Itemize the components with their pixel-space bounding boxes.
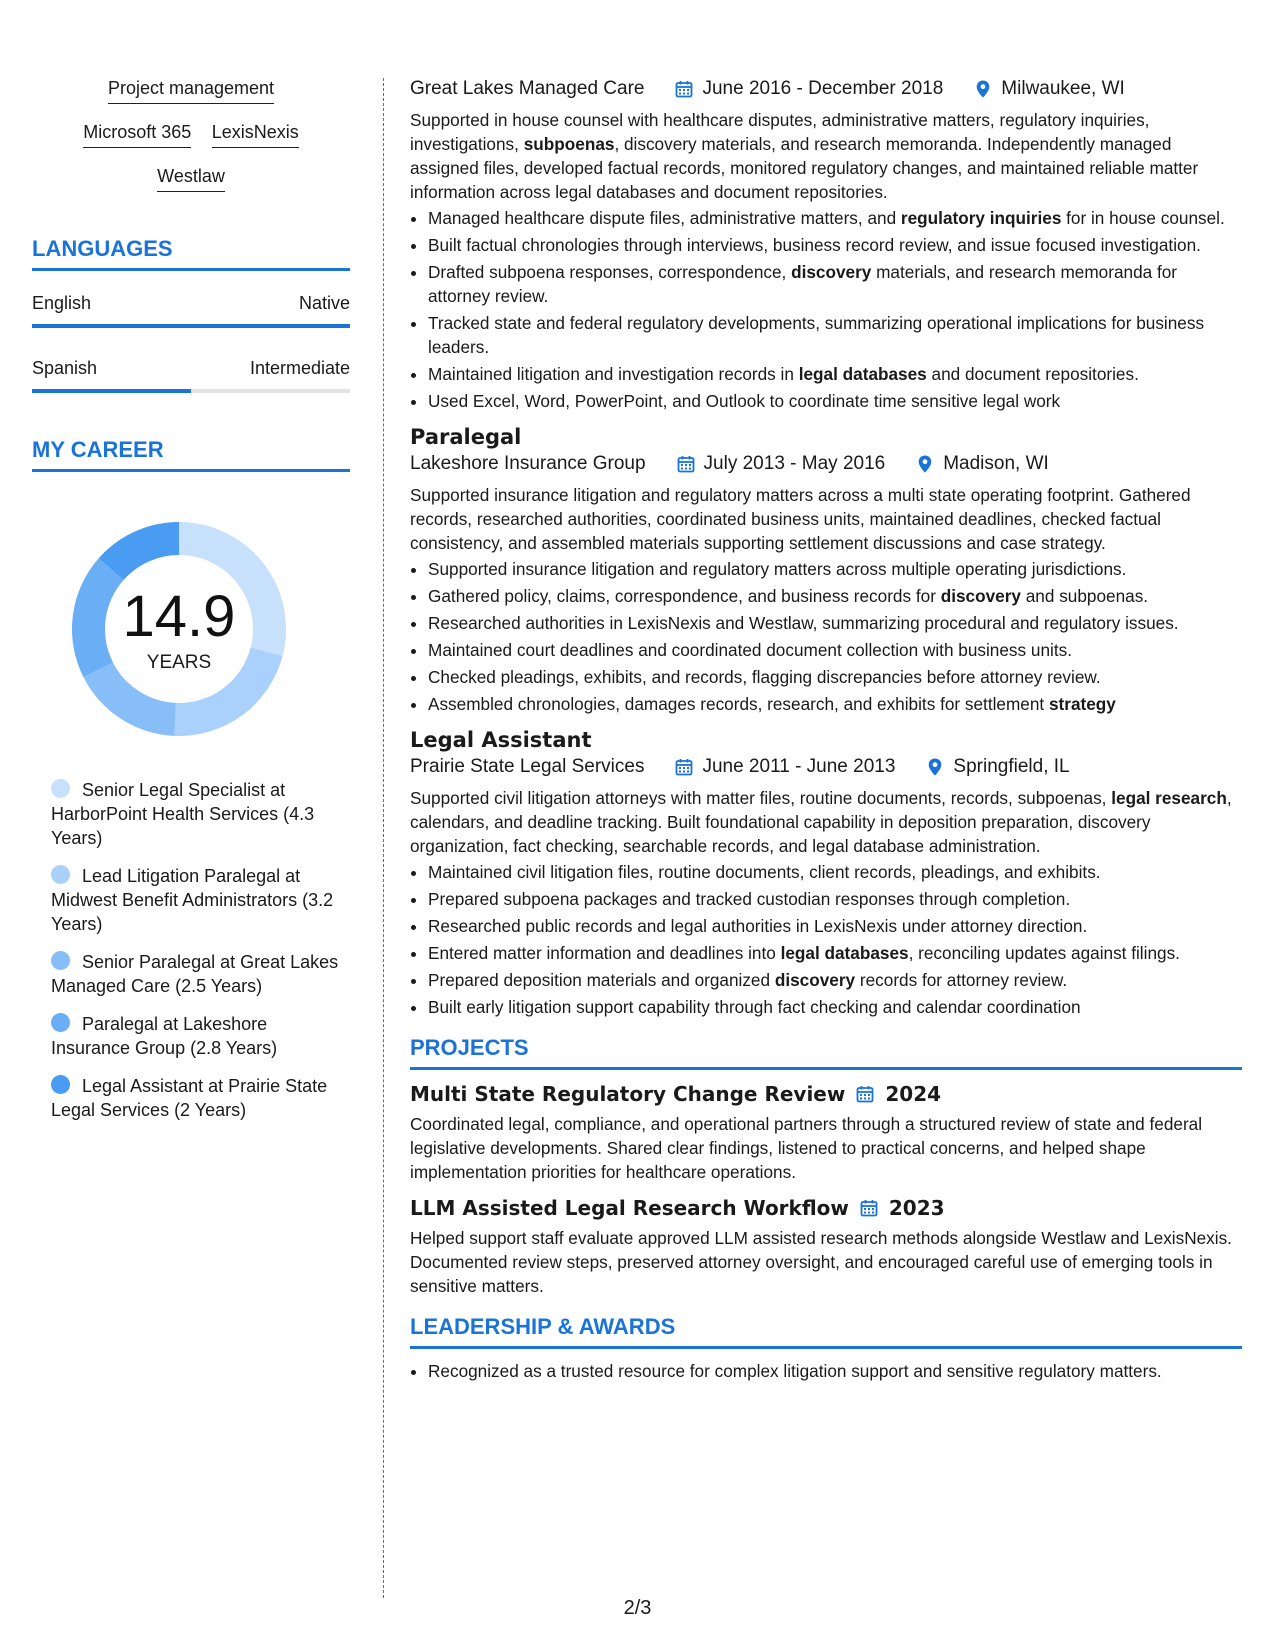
career-legend-label: Paralegal at Lakeshore Insurance Group (2.8 Years) bbox=[51, 1014, 278, 1058]
calendar-icon bbox=[674, 757, 694, 777]
career-unit: YEARS bbox=[146, 652, 212, 673]
job-bullet: • Maintained litigation and investigation records in legal databases and document repositories. bbox=[428, 362, 1242, 386]
job-location: Springfield, IL bbox=[953, 756, 1070, 777]
project-year: 2023 bbox=[888, 1196, 945, 1220]
skill-tag: Microsoft 365 bbox=[83, 122, 191, 148]
skill-tag: LexisNexis bbox=[212, 122, 299, 148]
calendar-icon bbox=[855, 1084, 875, 1104]
career-legend-label: Senior Paralegal at Great Lakes Managed Care (2.5 Years) bbox=[51, 952, 339, 996]
career-heading: MY CAREER bbox=[32, 437, 350, 472]
calendar-icon bbox=[674, 79, 694, 99]
calendar-icon bbox=[676, 454, 696, 474]
projects-list bbox=[410, 1082, 1242, 1298]
job-description: Supported in house counsel with healthcare disputes, administrative matters, regulatory inquiries, investigations, subpoenas, discovery materials, and research memoranda. Independently managed assigned files, developed factual records, monitored regulatory changes, and maintained reliable matter information across legal databases and document repositories. bbox=[410, 110, 1199, 202]
skill-tag: Project management bbox=[108, 78, 274, 104]
language-item bbox=[32, 358, 350, 393]
left-column bbox=[32, 78, 350, 1136]
location-pin-icon bbox=[973, 79, 993, 99]
skill-row bbox=[32, 166, 350, 192]
job-bullet: • Researched public records and legal authorities in LexisNexis under attorney direction. bbox=[428, 914, 1242, 938]
career-legend bbox=[51, 778, 350, 1122]
project-year: 2024 bbox=[885, 1082, 942, 1106]
projects-heading: PROJECTS bbox=[410, 1035, 1242, 1070]
language-bar-fill bbox=[32, 324, 350, 328]
job-meta bbox=[410, 453, 1242, 475]
project-description: Helped support staff evaluate approved LLM assisted research methods alongside Westlaw and LexisNexis. Documented review steps, preserved attorney oversight, and encouraged careful use of emerging tools in sensitive matters. bbox=[410, 1228, 1232, 1296]
job-entry bbox=[410, 78, 1242, 413]
job-bullet: • Assembled chronologies, damages records, research, and exhibits for settlement strategy bbox=[428, 692, 1242, 716]
job-dates: June 2011 - June 2013 bbox=[702, 756, 896, 777]
language-name: Spanish bbox=[32, 358, 98, 378]
job-bullet: • Built factual chronologies through interviews, business record review, and issue focused investigation. bbox=[428, 233, 1242, 257]
language-bar bbox=[32, 389, 350, 393]
calendar-icon bbox=[859, 1198, 879, 1218]
right-column bbox=[410, 78, 1242, 1386]
project-name: Multi State Regulatory Change Review bbox=[410, 1082, 846, 1106]
job-dates: July 2013 - May 2016 bbox=[703, 453, 886, 474]
legend-dot bbox=[51, 951, 70, 970]
project-header bbox=[410, 1082, 1242, 1106]
job-bullet: • Built early litigation support capability through fact checking and calendar coordination bbox=[428, 995, 1242, 1019]
legend-dot bbox=[51, 1075, 70, 1094]
job-bullet: • Used Excel, Word, PowerPoint, and Outlook to coordinate time sensitive legal work bbox=[428, 389, 1242, 413]
job-meta bbox=[410, 756, 1242, 778]
job-title: Legal Assistant bbox=[410, 728, 592, 752]
job-bullet: • Prepared subpoena packages and tracked custodian responses through completion. bbox=[428, 887, 1242, 911]
career-legend-item bbox=[51, 1012, 350, 1060]
job-bullets bbox=[410, 557, 1242, 716]
job-description: Supported insurance litigation and regulatory matters across a multi state operating footprint. Gathered records, researched authorities, coordinated business units, maintained deadlines, checked factual consistency, and assembled materials supporting settlement discussions and case strategy. bbox=[410, 485, 1191, 553]
location-pin-icon bbox=[915, 454, 935, 474]
job-company: Great Lakes Managed Care bbox=[410, 78, 645, 99]
project-name: LLM Assisted Legal Research Workflow bbox=[410, 1196, 849, 1220]
job-description: Supported civil litigation attorneys with matter files, routine documents, records, subpoenas, legal research, calendars, and deadline tracking. Built foundational capability in deposition preparation, discovery organization, fact checking, searchable records, and legal database administration. bbox=[410, 788, 1232, 856]
job-bullet: • Checked pleadings, exhibits, and records, flagging discrepancies before attorney review. bbox=[428, 665, 1242, 689]
career-legend-label: Senior Legal Specialist at HarborPoint Health Services (4.3 Years) bbox=[51, 780, 315, 848]
job-location: Madison, WI bbox=[943, 453, 1049, 474]
job-bullet: • Supported insurance litigation and regulatory matters across multiple operating jurisdictions. bbox=[428, 557, 1242, 581]
job-company: Prairie State Legal Services bbox=[410, 756, 645, 777]
skill-row bbox=[32, 122, 350, 148]
language-item bbox=[32, 293, 350, 328]
legend-dot bbox=[51, 865, 70, 884]
language-bar-fill bbox=[32, 389, 191, 393]
language-name: English bbox=[32, 293, 92, 313]
career-legend-item bbox=[51, 864, 350, 936]
job-bullets bbox=[410, 860, 1242, 1019]
job-bullet: • Entered matter information and deadlines into legal databases, reconciling updates against filings. bbox=[428, 941, 1242, 965]
skill-row bbox=[32, 78, 350, 104]
career-legend-label: Legal Assistant at Prairie State Legal Services (2 Years) bbox=[51, 1076, 328, 1120]
experience-list bbox=[410, 78, 1242, 1019]
leadership-item: • Recognized as a trusted resource for complex litigation support and sensitive regulatory matters. bbox=[428, 1359, 1242, 1383]
skill-tag: Westlaw bbox=[157, 166, 225, 192]
job-bullet: • Managed healthcare dispute files, administrative matters, and regulatory inquiries for in house counsel. bbox=[428, 206, 1242, 230]
job-entry bbox=[410, 425, 1242, 716]
column-divider bbox=[383, 78, 384, 1598]
project-entry bbox=[410, 1082, 1242, 1184]
career-legend-item bbox=[51, 1074, 350, 1122]
job-dates: June 2016 - December 2018 bbox=[702, 78, 944, 99]
project-header bbox=[410, 1196, 1242, 1220]
language-bar bbox=[32, 324, 350, 328]
career-legend-label: Lead Litigation Paralegal at Midwest Benefit Administrators (3.2 Years) bbox=[51, 866, 334, 934]
project-entry bbox=[410, 1196, 1242, 1298]
job-bullet: • Drafted subpoena responses, correspondence, discovery materials, and research memoranda for attorney review. bbox=[428, 260, 1242, 308]
job-bullet: • Maintained court deadlines and coordinated document collection with business units. bbox=[428, 638, 1242, 662]
languages-heading: LANGUAGES bbox=[32, 236, 350, 271]
job-bullet: • Maintained civil litigation files, routine documents, client records, pleadings, and exhibits. bbox=[428, 860, 1242, 884]
language-level: Intermediate bbox=[249, 358, 350, 378]
job-bullet: • Prepared deposition materials and organized discovery records for attorney review. bbox=[428, 968, 1242, 992]
job-title: Paralegal bbox=[410, 425, 522, 449]
career-legend-item bbox=[51, 950, 350, 998]
legend-dot bbox=[51, 779, 70, 798]
job-company: Lakeshore Insurance Group bbox=[410, 453, 646, 474]
legend-dot bbox=[51, 1013, 70, 1032]
career-total: 14.9 bbox=[122, 584, 236, 649]
job-meta bbox=[410, 78, 1242, 100]
job-bullets bbox=[410, 206, 1242, 413]
leadership-heading: LEADERSHIP & AWARDS bbox=[410, 1314, 1242, 1349]
job-location: Milwaukee, WI bbox=[1001, 78, 1125, 99]
languages-list bbox=[32, 293, 350, 393]
skills-list bbox=[32, 78, 350, 192]
job-bullet: • Tracked state and federal regulatory developments, summarizing operational implications for business leaders. bbox=[428, 311, 1242, 359]
career-legend-item bbox=[51, 778, 350, 850]
job-bullet: • Researched authorities in LexisNexis and Westlaw, summarizing procedural and regulatory issues. bbox=[428, 611, 1242, 635]
job-bullet: • Gathered policy, claims, correspondence, and business records for discovery and subpoenas. bbox=[428, 584, 1242, 608]
project-description: Coordinated legal, compliance, and operational partners through a structured review of state and federal legislative developments. Shared clear findings, listened to practical concerns, and helped shape implementation priorities for healthcare operations. bbox=[410, 1114, 1203, 1182]
job-entry bbox=[410, 728, 1242, 1019]
page-number: 2/3 bbox=[623, 1597, 652, 1619]
career-donut bbox=[66, 516, 292, 742]
location-pin-icon bbox=[925, 757, 945, 777]
language-level: Native bbox=[298, 293, 350, 313]
leadership-list bbox=[410, 1359, 1242, 1383]
